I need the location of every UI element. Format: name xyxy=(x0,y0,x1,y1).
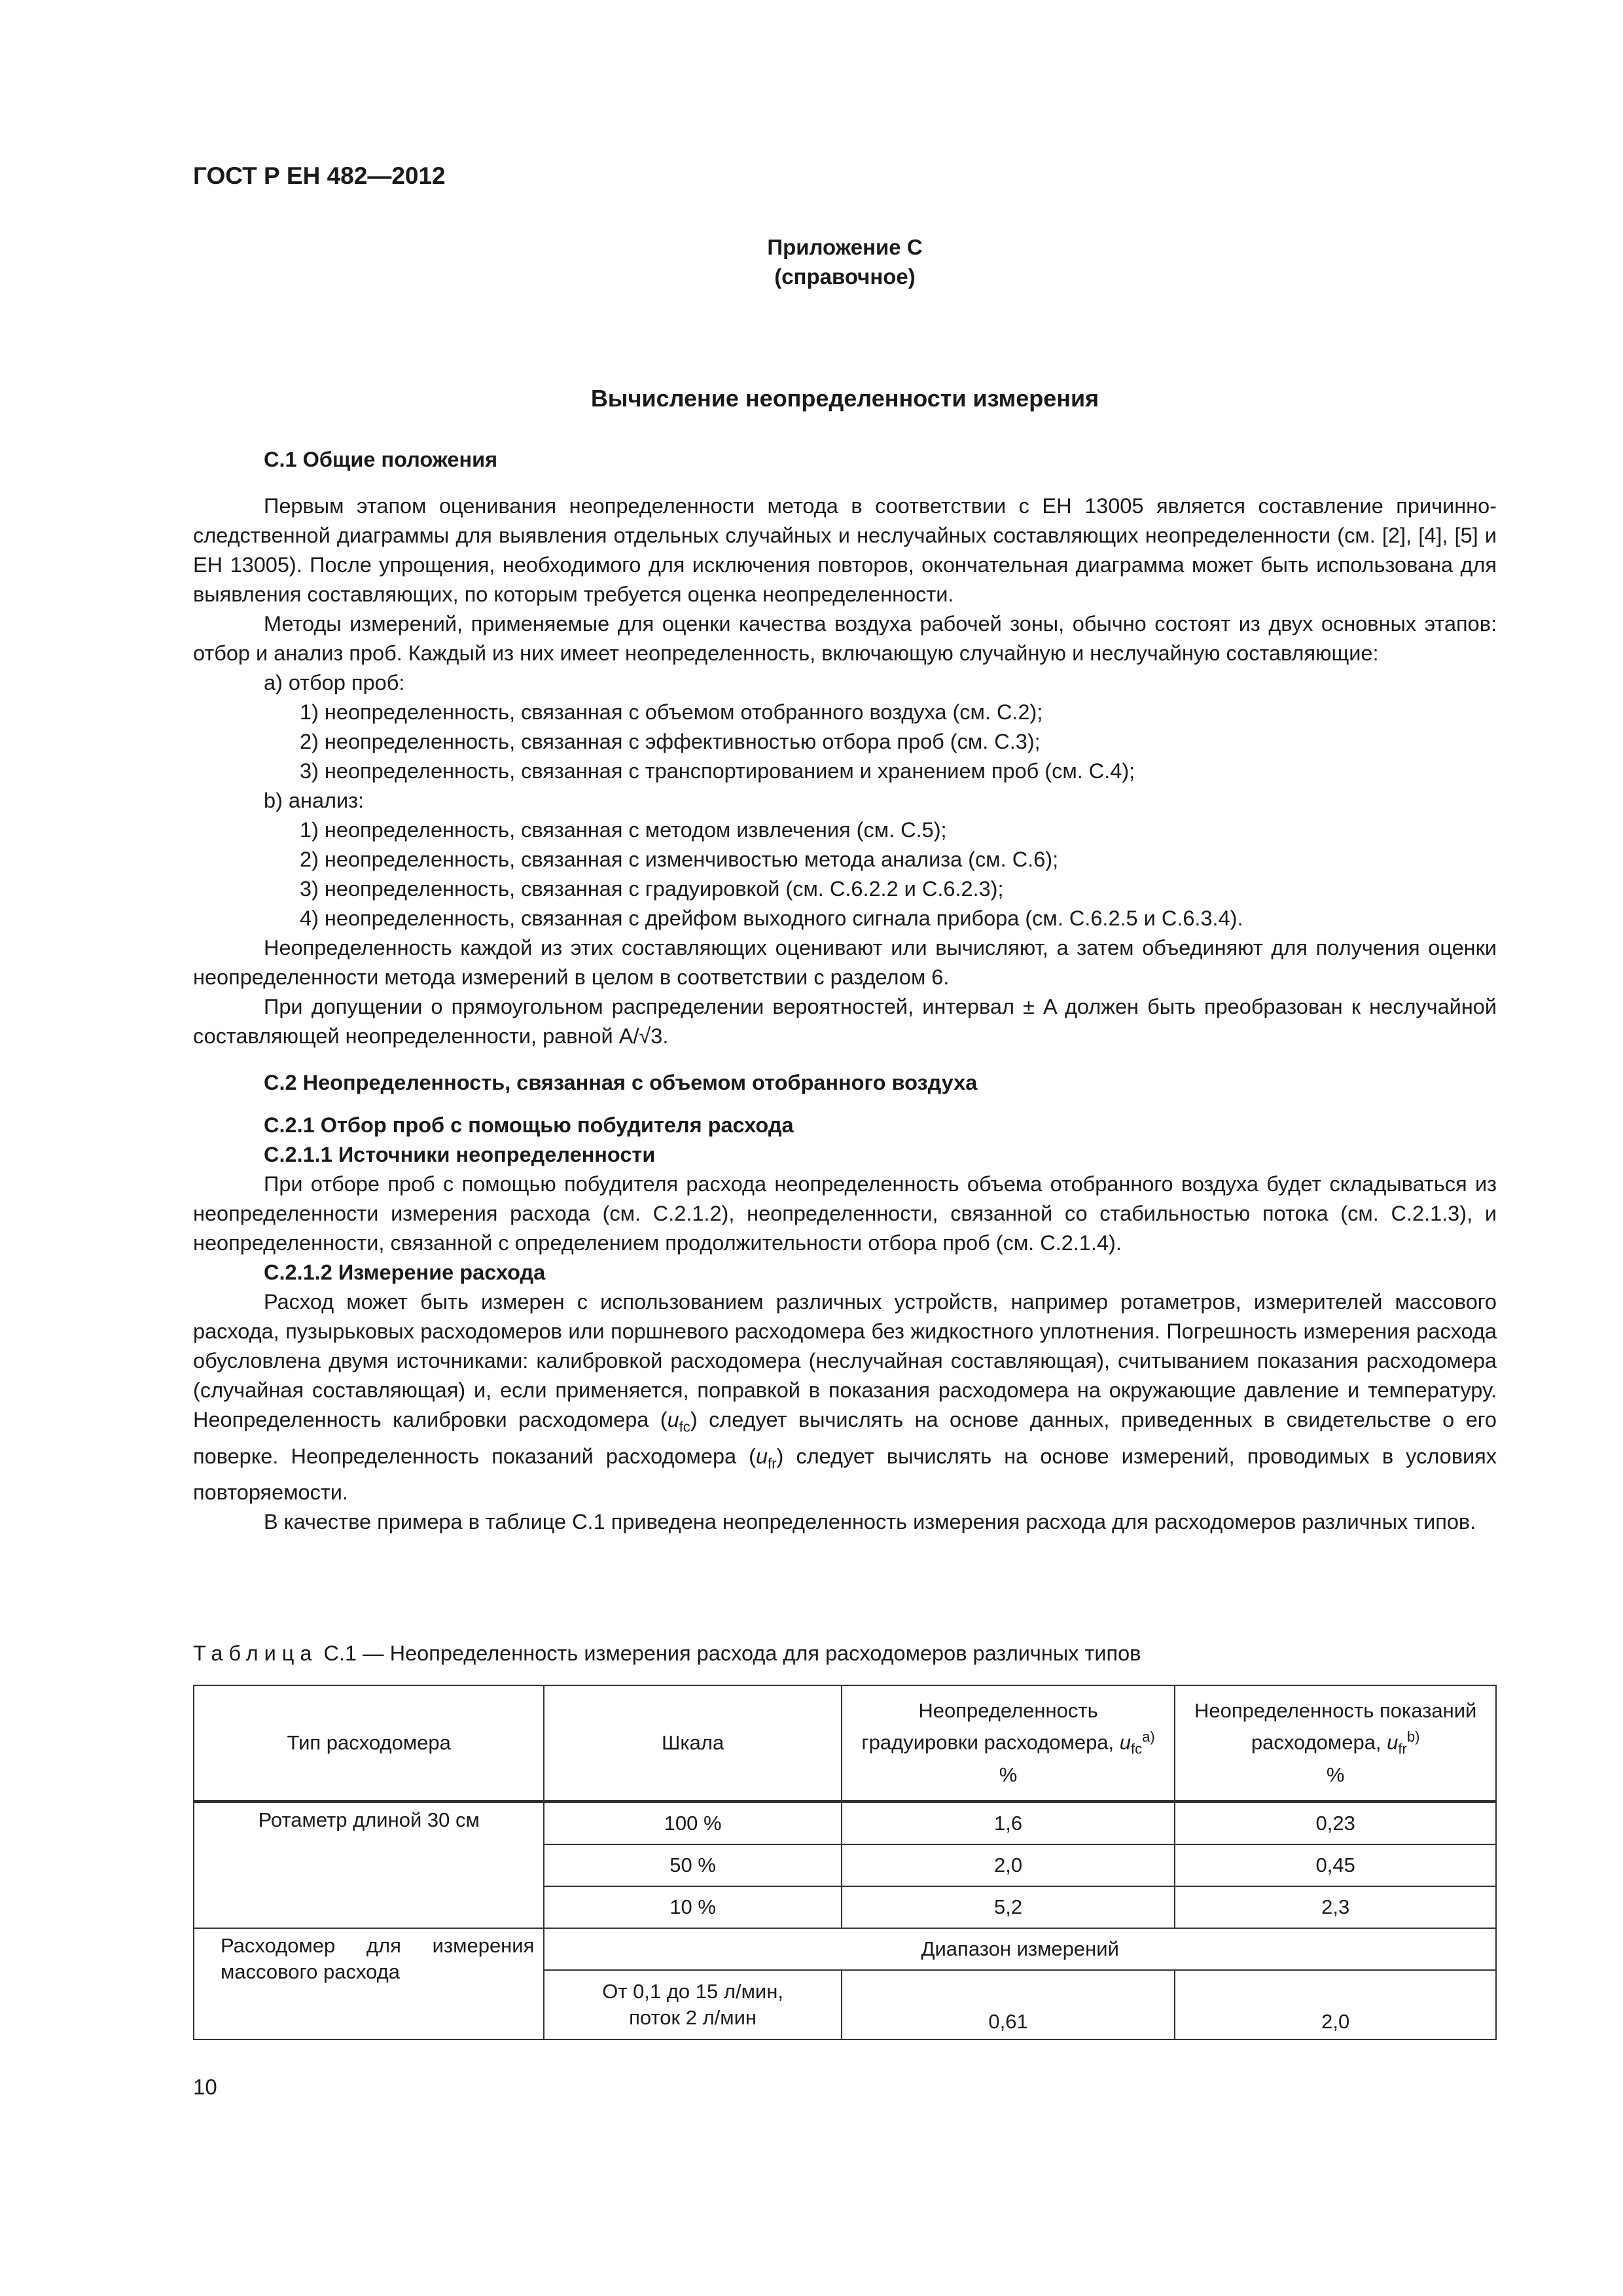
main-title: Вычисление неопределенности измерения xyxy=(590,385,1099,412)
cell-reading: 0,45 xyxy=(1175,1844,1496,1886)
cell-range-label: Диапазон измерений xyxy=(544,1928,1496,1970)
paragraph-c212: Расход может быть измерен с использованием различных устройств, например ротаметров, измерителей массового расхода, пузырьковых расходомеров или поршневого расходомера без жидкостного уплотнения. Погрешность измерения расхода обусловлена двумя источниками: калибровкой расходомера (неслучайная составляющая), считыванием показания расходомера (случайная составляющая) и, если применяется, поправкой в показания расходомера на окружающие давление и температуру. Неопределенность калибровки расходомера $(u_{fc})$ следует вычислять на основе данных, приведенных в свидетельстве о его поверке. Неопределенность показаний расходомера $(u_{fr})$ следует вычислять на основе измерений, проводимых в условиях повторяемости. xyxy=(193,1290,1497,1504)
heading-c1: С.1 Общие положения xyxy=(264,448,498,471)
heading-c2: С.2 Неопределенность, связанная с объемом отобранного воздуха xyxy=(264,1071,978,1094)
paragraph-c1-3: Неопределенность каждой из этих составляющих оценивают или вычисляют, а затем объединяют для получения оценки неопределенности метода измерений в целом в соответствии с разделом 6. xyxy=(193,936,1497,989)
header-scale: Шкала xyxy=(544,1685,841,1802)
heading-c212: С.2.1.2 Измерение расхода xyxy=(264,1261,546,1284)
cell-scale: 100 % xyxy=(544,1802,841,1845)
cell-calibration: 2,0 xyxy=(842,1844,1175,1886)
cell-scale: 50 % xyxy=(544,1844,841,1886)
appendix-subtitle: (справочное) xyxy=(774,264,916,289)
body-text xyxy=(193,445,1497,1537)
table-row xyxy=(194,1802,1496,1845)
header-type: Тип расходомера xyxy=(194,1685,544,1802)
page-number: 10 xyxy=(193,2075,217,2099)
list-item-b3: 3) неопределенность, связанная с градуировкой (см. С.6.2.2 и С.6.2.3); xyxy=(300,877,1004,901)
header-calibration: Неопределенность градуировки расходомера, $u_{fc}^{a)}$ % xyxy=(842,1685,1175,1802)
standard-code: ГОСТ Р ЕН 482—2012 xyxy=(193,162,446,189)
list-item-a: a) отбор проб: xyxy=(264,671,405,694)
cell-reading: 0,23 xyxy=(1175,1802,1496,1845)
cell-calibration: 1,6 xyxy=(842,1802,1175,1845)
table-header-row xyxy=(194,1685,1496,1802)
table-row xyxy=(194,1928,1496,1970)
table-caption: Таблица С.1 — Неопределенность измерения расхода для расходомеров различных типов xyxy=(193,1641,1141,1665)
list-item-b1: 1) неопределенность, связанная с методом извлечения (см. С.5); xyxy=(300,818,947,842)
cell-calibration: 5,2 xyxy=(842,1886,1175,1928)
paragraph-c211: При отборе проб с помощью побудителя расхода неопределенность объема отобранного воздуха будет складываться из неопределенности измерения расхода (см. С.2.1.2), неопределенности, связанной со стабильностью потока (см. С.2.1.3), и неопределенности, связанной с определением продолжительности отбора проб (см. С.2.1.4). xyxy=(193,1172,1497,1255)
cell-reading: 2,3 xyxy=(1175,1886,1496,1928)
paragraph-c1-1: Первым этапом оценивания неопределенности метода в соответствии с ЕН 13005 является составление причинно-следственной диаграммы для выявления отдельных случайных и неслучайных составляющих неопределенности (см. [2], [4], [5] и ЕН 13005). После упрощения, необходимого для исключения повторов, окончательная диаграмма может быть использована для выявления составляющих, по которым требуется оценка неопределенности. xyxy=(193,494,1497,606)
header-reading: Неопределенность показаний расходомера, $u_{fr}^{b)}$ % xyxy=(1175,1685,1496,1802)
cell-massflow-type: Расходомер для измерения массового расхода xyxy=(194,1928,544,2039)
list-item-a3: 3) неопределенность, связанная с транспортированием и хранением проб (см. С.4); xyxy=(300,759,1135,783)
cell-scale: От 0,1 до 15 л/мин, поток 2 л/мин xyxy=(544,1970,841,2039)
paragraph-c1-4: При допущении о прямоугольном распределении вероятностей, интервал ± A должен быть преобразован к неслучайной составляющей неопределенности, равной A/√3. xyxy=(193,995,1497,1048)
cell-rotameter-type: Ротаметр длиной 30 см xyxy=(194,1802,544,1929)
list-item-b2: 2) неопределенность, связанная с изменчивостью метода анализа (см. С.6); xyxy=(300,848,1059,871)
appendix-title: Приложение С xyxy=(767,235,923,259)
list-item-a2: 2) неопределенность, связанная с эффективностью отбора проб (см. С.3); xyxy=(300,730,1041,753)
cell-reading: 2,0 xyxy=(1175,1970,1496,2039)
paragraph-c1-2: Методы измерений, применяемые для оценки качества воздуха рабочей зоны, обычно состоят из двух основных этапов: отбор и анализ проб. Каждый из них имеет неопределенность, включающую случайную и неслучайную составляющие: xyxy=(193,612,1497,665)
cell-calibration: 0,61 xyxy=(842,1970,1175,2039)
paragraph-c212-example: В качестве примера в таблице С.1 приведена неопределенность измерения расхода для расходомеров различных типов. xyxy=(264,1510,1476,1534)
list-item-b4: 4) неопределенность, связанная с дрейфом выходного сигнала прибора (см. С.6.2.5 и С.6.3.4). xyxy=(300,906,1243,930)
heading-c211: С.2.1.1 Источники неопределенности xyxy=(264,1143,656,1166)
list-item-b: b) анализ: xyxy=(264,789,365,812)
cell-scale: 10 % xyxy=(544,1886,841,1928)
heading-c21: С.2.1 Отбор проб с помощью побудителя расхода xyxy=(264,1113,794,1137)
list-item-a1: 1) неопределенность, связанная с объемом отобранного воздуха (см. С.2); xyxy=(300,700,1043,724)
flowmeter-uncertainty-table xyxy=(193,1685,1497,2040)
